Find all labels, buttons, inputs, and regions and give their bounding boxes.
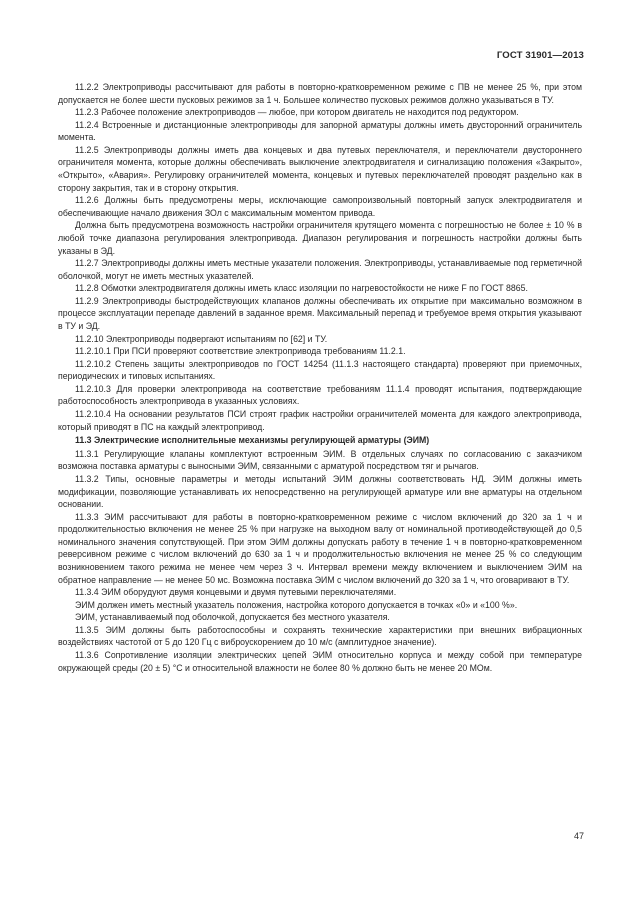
clause-11-2-10-4: 11.2.10.4 На основании результатов ПСИ строят график настройки ограничителей момента для каждого электропривода, который приводят в ПС на каждый электропривод.: [58, 409, 582, 432]
section-heading-11-3: 11.3 Электрические исполнительные механизмы регулирующей арматуры (ЭИМ): [75, 435, 430, 446]
clause-11-2-8: 11.2.8 Обмотки электродвигателя должны иметь класс изоляции по нагревостойкости не ниже F по ГОСТ 8865.: [75, 283, 528, 294]
clause-11-3-4-enclosure: ЭИМ, устанавливаемый под оболочкой, допускается без местного указателя.: [75, 612, 390, 623]
clause-11-3-3: 11.3.3 ЭИМ рассчитывают для работы в повторно-кратковременном режиме с числом включений до 320 за 1 ч и продолжительностью включения не менее 25 % при нагрузке на выходном валу от номинальной противодействующей до 0,5 номинального значения сопутствующей. При этом ЭИМ должны допускать работу в течение 1 ч в повторно-кратковременном реверсивном режиме с числом включений до 630 за 1 ч и продолжительностью включения не менее 25 % со следующим возникновением такого режима не менее чем через 3 ч. Интервал времени между включением и выключением ЭИМ на обратное направление — не менее 50 мс. Возможна поставка ЭИМ с числом включений до 320 за 1 ч, что оговаривают в ТУ.: [58, 511, 582, 585]
clause-11-2-7: 11.2.7 Электроприводы должны иметь местные указатели положения. Электроприводы, устанавливаемые под герметичной оболочкой, могут не иметь местных указателей.: [58, 258, 582, 281]
clause-11-2-3: 11.2.3 Рабочее положение электроприводов — любое, при котором двигатель не находится под редуктором.: [75, 107, 519, 118]
clause-11-3-2: 11.3.2 Типы, основные параметры и методы испытаний ЭИМ должны соответствовать НД. ЭИМ должны иметь модификации, позволяющие устанавливать их непосредственно на регулирующей арматуре или вне арматуры на отдельном основании.: [58, 473, 582, 510]
clause-11-3-4-indicator: ЭИМ должен иметь местный указатель положения, настройка которого допускается в точках «0» и «100 %».: [75, 599, 518, 610]
clause-11-3-1: 11.3.1 Регулирующие клапаны комплектуют встроенным ЭИМ. В отдельных случаях по согласованию с заказчиком возможна поставка арматуры с выносными ЭИМ, связанными с арматурой посредством тяг и рычагов.: [58, 448, 582, 472]
clause-11-2-10-2: 11.2.10.2 Степень защиты электроприводов по ГОСТ 14254 (11.1.3 настоящего стандарта) проверяют при приемочных, периодических и типовых испытаниях.: [58, 358, 582, 382]
standard-header: ГОСТ 31901—2013: [496, 50, 584, 61]
clause-11-2-4: 11.2.4 Встроенные и дистанционные электроприводы для запорной арматуры должны иметь двусторонний ограничитель момента.: [58, 119, 582, 143]
clause-11-3-6: 11.3.6 Сопротивление изоляции электрических цепей ЭИМ относительно корпуса и между собой при температуре окружающей среды (20 ± 5) °С и относительной влажности не более 80 % должно быть не менее 20 МОм.: [58, 650, 582, 673]
clause-11-2-10: 11.2.10 Электроприводы подвергают испытаниям по [62] и ТУ.: [75, 333, 328, 344]
clause-11-2-6-cont: Должна быть предусмотрена возможность настройки ограничителя крутящего момента с погрешностью не более ± 10 % в любой точке диапазона регулирования электропривода. Диапазон регулирования и погрешность настройки должны быть указаны в ЭД.: [58, 220, 582, 256]
body-text: [58, 81, 582, 674]
clause-11-2-10-3: 11.2.10.3 Для проверки электропривода на соответствие требованиям 11.1.4 проводят испытания, подтверждающие работоспособность электропривода в указанных условиях.: [58, 383, 582, 407]
clause-11-2-2: 11.2.2 Электроприводы рассчитывают для работы в повторно-кратковременном режиме с ПВ не менее 25 %, при этом допускается не более шести пусковых режимов за 1 ч. Большее количество пусковых режимов должно указываться в ТУ.: [58, 82, 582, 105]
clause-11-2-10-1: 11.2.10.1 При ПСИ проверяют соответствие электропривода требованиям 11.2.1.: [75, 346, 406, 357]
clause-11-2-9: 11.2.9 Электроприводы быстродействующих клапанов должны обеспечивать их открытие при максимально возможном в процессе эксплуатации перепаде давлений в заданное время. Максимальный перепад и требуемое время открытия указывают в ТУ и ЭД.: [58, 295, 582, 331]
clause-11-2-6: 11.2.6 Должны быть предусмотрены меры, исключающие самопроизвольный повторный запуск электродвигателя и обеспечивающие начало движения ЗОл с максимальным моментом привода.: [58, 195, 582, 218]
page-number: 47: [573, 831, 584, 841]
clause-11-2-5: 11.2.5 Электроприводы должны иметь два концевых и два путевых переключателя, и переключатели двустороннего ограничителя момента, которые должны обеспечивать выключение электродвигателя и сигнализацию положения «Закрыто», «Открыто», «Авария». Регулировку ограничителей момента, концевых и путевых переключателей проводят раздельно как в сторону закрытия, так и в сторону открытия.: [58, 144, 582, 193]
clause-11-3-4: 11.3.4 ЭИМ оборудуют двумя концевыми и двумя путевыми переключателями.: [75, 587, 397, 598]
clause-11-3-5: 11.3.5 ЭИМ должны быть работоспособны и сохранять технические характеристики при внешних вибрационных воздействиях частотой от 5 до 120 Гц с виброускорением до 10 м/с (амплитудное значение).: [58, 624, 582, 648]
